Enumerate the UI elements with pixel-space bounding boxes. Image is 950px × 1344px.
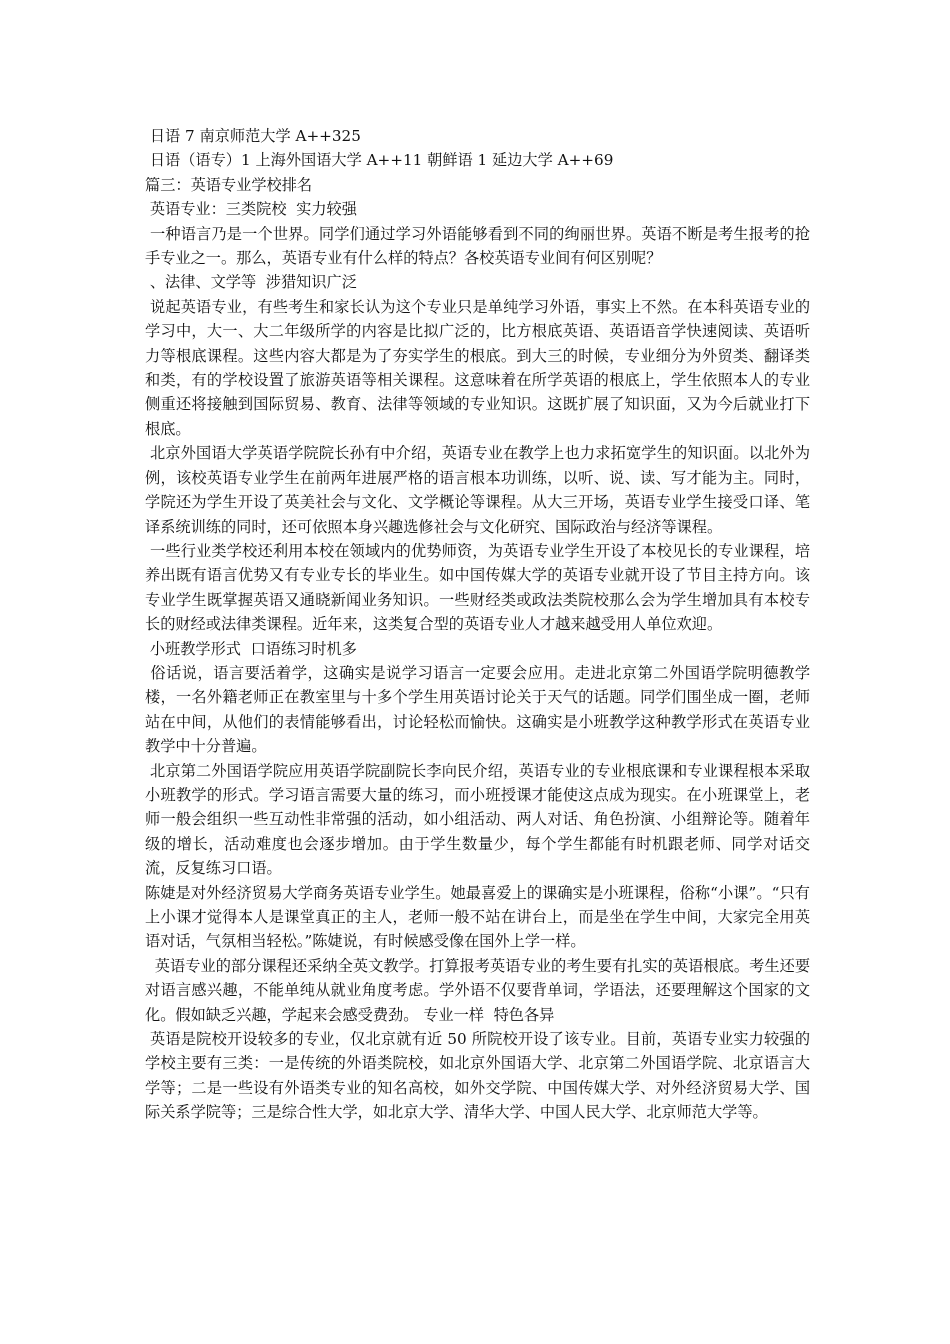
paragraph-school-types: 英语是院校开设较多的专业，仅北京就有近 50 所院校开设了该专业。目前，英语专业实力较强的学校主要有三类：一是传统的外语类院校，如北京外国语大学、北京第二外国语学院、北京语言大学等；二是一些设有外语类专业的知名高校，如外交学院、中国传媒大学、对外经济贸易大学、国际关系学院等；三是综合性大学，如北京大学、清华大学、中国人民大学、北京师范大学等。 <box>145 1030 811 1122</box>
paragraph-intro: 一种语言乃是一个世界。同学们通过学习外语能够看到不同的绚丽世界。英语不断是考生报考的抢手专业之一。那么，英语专业有什么样的特点？各校英语专业间有何区别呢？ <box>145 224 811 268</box>
paragraph-industry-schools: 一些行业类学校还利用本校在领域内的优势师资，为英语专业学生开设了本校见长的专业课程，培养出既有语言优势又有专业专长的毕业生。如中国传媒大学的英语专业就开设了节目主持方向。该专业学生既掌握英语又通晓新闻业务知识。一些财经类或政法类院校那么会为学生增加具有本校专长的财经或法律类课程。近年来，这类复合型的英语专业人才越来越受用人单位欢迎。 <box>145 541 811 634</box>
paragraph-small-class-scene: 俗话说，语言要活着学，这确实是说学习语言一定要会应用。走进北京第二外国语学院明德教学楼，一名外籍老师正在教室里与十多个学生用英语讨论关于天气的话题。同学们围坐成一圈，老师站在中间，从他们的表情能够看出，讨论轻松而愉快。这确实是小班教学这种教学形式在英语专业教学中十分普遍。 <box>145 663 811 756</box>
text-line-japanese-shanghai-korean: 日语（语专）1 上海外国语大学 A++11 朝鲜语 1 延边大学 A++69 <box>145 151 614 170</box>
paragraph-english-teaching: 英语专业的部分课程还采纳全英文教学。打算报考英语专业的考生要有扎实的英语根底。考生还要对语言感兴趣，不能单纯从就业角度考虑。学外语不仅要背单词，学语法，还要理解这个国家的文化。假如缺乏兴趣，学起来会感受费劲。 专业一样 特色各异 <box>145 956 811 1024</box>
text-line-japanese-nanjing: 日语 7 南京师范大学 A++325 <box>145 127 361 145</box>
paragraph-student-quote: 陈婕是对外经济贸易大学商务英语专业学生。她最喜爱上的课确实是小班课程，俗称“小课”。“只有上小课才觉得本人是课堂真正的主人，老师一般不站在讲台上，而是坐在学生中间，大家完全用英语对话，气氛相当轻松。”陈婕说，有时候感受像在国外上学一样。 <box>145 883 810 951</box>
section-title: 篇三：英语专业学校排名 <box>145 175 313 194</box>
section-subtitle: 英语专业：三类院校 实力较强 <box>145 200 357 219</box>
paragraph-bfsu: 北京外国语大学英语学院院长孙有中介绍，英语专业在教学上也力求拓宽学生的知识面。以北外为例，该校英语专业学生在前两年进展严格的语言根本功训练，以听、说、读、写才能为主。同时，学院还为学生开设了英美社会与文化、文学概论等课程。从大三开场，英语专业学生接受口译、笔译系统训练的同时，还可依照本身兴趣选修社会与文化研究、国际政治与经济等课程。 <box>145 444 811 536</box>
paragraph-curriculum: 说起英语专业，有些考生和家长认为这个专业只是单纯学习外语，事实上不然。在本科英语专业的学习中，大一、大二年级所学的内容是比拟广泛的，比方根底英语、英语语音学快速阅读、英语听力等根底课程。这些内容大都是为了夯实学生的根底。到大三的时候，专业细分为外贸类、翻译类和类，有的学校设置了旅游英语等相关课程。这意味着在所学英语的根底上，学生依照本人的专业侧重还将接触到国际贸易、教育、法律等领域的专业知识。这既扩展了知识面，又为今后就业打下根底。 <box>145 297 811 438</box>
subheading-broad-knowledge: 、法律、文学等 涉猎知识广泛 <box>145 273 357 292</box>
paragraph-bisu: 北京第二外国语学院应用英语学院副院长李向民介绍，英语专业的专业根底课和专业课程根本采取小班教学的形式。学习语言需要大量的练习，而小班授课才能使这点成为现实。在小班课堂上，老师一般会组织一些互动性非常强的活动，如小组活动、两人对话、角色扮演、小组辩论等。随着年级的增长，活动难度也会逐步增加。由于学生数量少，每个学生都能有时机跟老师、同学对话交流，反复练习口语。 <box>145 761 811 878</box>
document-body <box>145 124 810 1125</box>
subheading-small-class: 小班教学形式 口语练习时机多 <box>145 639 357 658</box>
